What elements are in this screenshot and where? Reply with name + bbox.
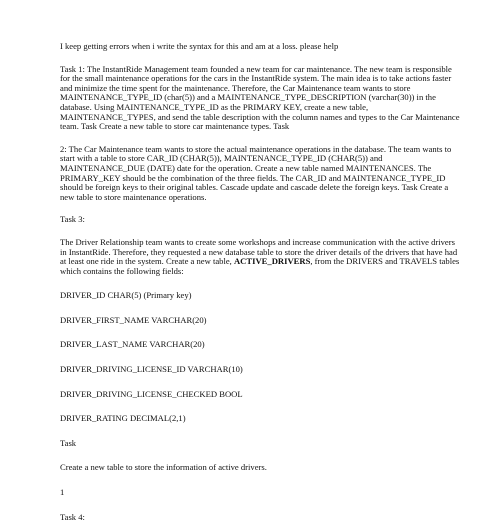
document-body bbox=[60, 42, 460, 522]
field-driver-license-checked: DRIVER_DRIVING_LICENSE_CHECKED BOOL bbox=[60, 388, 243, 399]
task1-paragraph: Task 1: The InstantRide Management team founded a new team for car maintenance. The new team is responsible for the small maintenance operations for the cars in the InstantRide system. The main idea is to take actions faster and minimize the time spent for the maintenance. Therefore, the Car Maintenance team wants to store MAINTENANCE_TYPE_ID (char(5)) and a MAINTENANCE_TYPE_DESCRIPTION (varchar(30)) in the database. Using MAINTENANCE_TYPE_ID as the PRIMARY KEY, create a new table, MAINTENANCE_TYPES, and send the table description with the column names and types to the Car Maintenance team. Task Create a new table to store car maintenance types. Task bbox=[60, 63, 460, 132]
field-driver-rating: DRIVER_RATING DECIMAL(2,1) bbox=[60, 413, 186, 424]
task-label: Task bbox=[60, 437, 77, 448]
task3-table-name: ACTIVE_DRIVERS bbox=[233, 256, 311, 267]
task3-heading: Task 3: bbox=[60, 214, 85, 225]
task3-instruction: Create a new table to store the information of active drivers. bbox=[60, 462, 267, 473]
task3-body-before: The Driver Relationship team wants to create some workshops and increase communication with the active drivers in InstantRide. Therefore, they requested a new database table to store the driver details of the drivers that have had at least one ride in the system. Create a new table, bbox=[60, 236, 458, 267]
field-driver-last-name: DRIVER_LAST_NAME VARCHAR(20) bbox=[60, 339, 205, 350]
field-driver-id: DRIVER_ID CHAR(5) (Primary key) bbox=[60, 290, 192, 301]
task3-paragraph bbox=[60, 238, 460, 276]
field-driver-first-name: DRIVER_FIRST_NAME VARCHAR(20) bbox=[60, 314, 207, 325]
task4-heading: Task 4: bbox=[60, 511, 85, 522]
page-number: 1 bbox=[60, 487, 65, 498]
intro-text: I keep getting errors when i write the syntax for this and am at a loss. please help bbox=[60, 41, 339, 51]
field-driver-license-id: DRIVER_DRIVING_LICENSE_ID VARCHAR(10) bbox=[60, 364, 243, 375]
task2-paragraph: 2: The Car Maintenance team wants to store the actual maintenance operations in the database. The team wants to start with a table to store CAR_ID (CHAR(5)), MAINTENANCE_TYPE_ID (CHAR(5)) and MAINTENANCE_DUE (DATE) date for the operation. Create a new table named MAINTENANCES. The PRIMARY_KEY should be the combination of the three fields. The CAR_ID and MAINTENANCE_TYPE_ID should be foreign keys to their original tables. Cascade update and cascade delete the foreign keys. Task Create a new table to store maintenance operations. bbox=[60, 143, 452, 202]
task3-body-after: , from the DRIVERS and TRAVELS tables which contains the following fields: bbox=[60, 256, 460, 276]
